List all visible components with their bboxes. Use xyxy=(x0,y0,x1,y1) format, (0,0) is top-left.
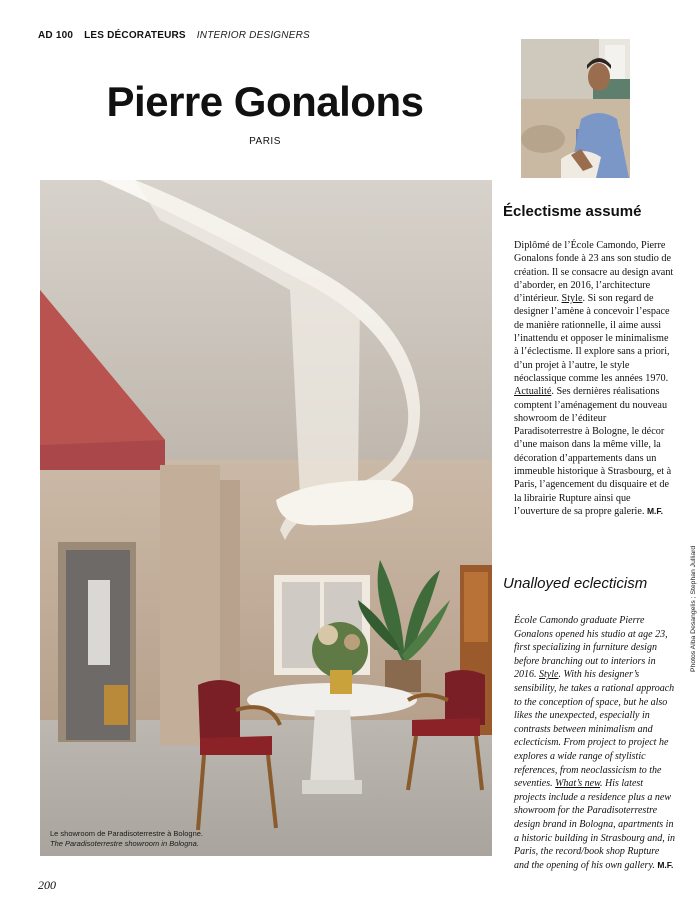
section-name: LES DÉCORATEURS xyxy=(84,30,186,41)
article-body-fr xyxy=(514,239,674,518)
designer-portrait xyxy=(521,39,630,178)
photo-caption-fr: Le showroom de Paradisoterrestre à Bologne. xyxy=(50,829,204,838)
magazine-issue: AD 100 xyxy=(38,30,74,41)
author-signature-en: M.F. xyxy=(657,859,674,870)
author-signature-fr: M.F. xyxy=(646,505,664,516)
section-header xyxy=(38,30,310,41)
article-heading-fr: Éclectisme assumé xyxy=(503,203,642,220)
article-en-style: . With his designer’s sensibility, he takes a rational approach to the conception of space, but he also likes the unexpected, especially in contrasts between minimalism and eclecticism. From project to project he explores a wide range of stylistic references, from neoclassicism to the seventies. xyxy=(514,669,675,790)
keyword-news-fr: Actualité xyxy=(514,386,552,398)
keyword-style-en: Style xyxy=(539,669,559,681)
section-name-en: INTERIOR DESIGNERS xyxy=(196,30,310,41)
page-title: Pierre Gonalons xyxy=(106,78,424,125)
article-body-en xyxy=(514,614,676,872)
photo-credit: Photos Alba Desangelis ; Stephan Julliard xyxy=(690,545,697,672)
showroom-photo xyxy=(40,180,492,856)
photo-caption xyxy=(50,829,203,849)
article-heading-en: Unalloyed eclecticism xyxy=(503,575,648,592)
photo-caption-en: The Paradisoterrestre showroom in Bologna. xyxy=(50,839,199,848)
page-number: 200 xyxy=(38,878,56,892)
keyword-news-en: What’s new xyxy=(555,778,601,790)
article-en-news: . His latest projects include a residence plus a new showroom for the Paradisoterrestre design brand in Bologna, apartments in a historic building in Strasbourg and, in Paris, the record/book shop Rupture and the opening of his own gallery. xyxy=(514,778,676,871)
city-label: PARIS xyxy=(249,136,281,147)
article-fr-intro: Diplômé de l’École Camondo, Pierre Gonalons fonde à 23 ans son studio de création. Il se consacre au design avant d’aborder, en 2016, l’architecture d’intérieur. xyxy=(514,240,674,305)
article-en-intro: École Camondo graduate Pierre Gonalons opened his studio at age 23, first specializing in furniture design before branching out to interiors in 2016. xyxy=(514,615,668,681)
keyword-style-fr: Style xyxy=(561,293,583,305)
article-fr-style: . Si son regard de designer l’amène à concevoir l’espace de manière rationnelle, il aime aussi l’inattendu et opposer le minimalisme à l’éclectisme. Il explore sans a priori, d’un projet à l’autre, le style néoclassique comme les années 1970. xyxy=(514,293,670,384)
article-fr-news: . Ses dernières réalisations comptent l’aménagement du nouveau showroom de l’éditeur Paradisoterrestre à Bologne, le décor d’une maison dans la même ville, la décoration d’appartements dans un immeuble historique à Strasbourg, et à Paris, l’agencement du disquaire et de la librairie Rupture ainsi que l’ouverture de sa propre galerie. xyxy=(514,386,672,517)
